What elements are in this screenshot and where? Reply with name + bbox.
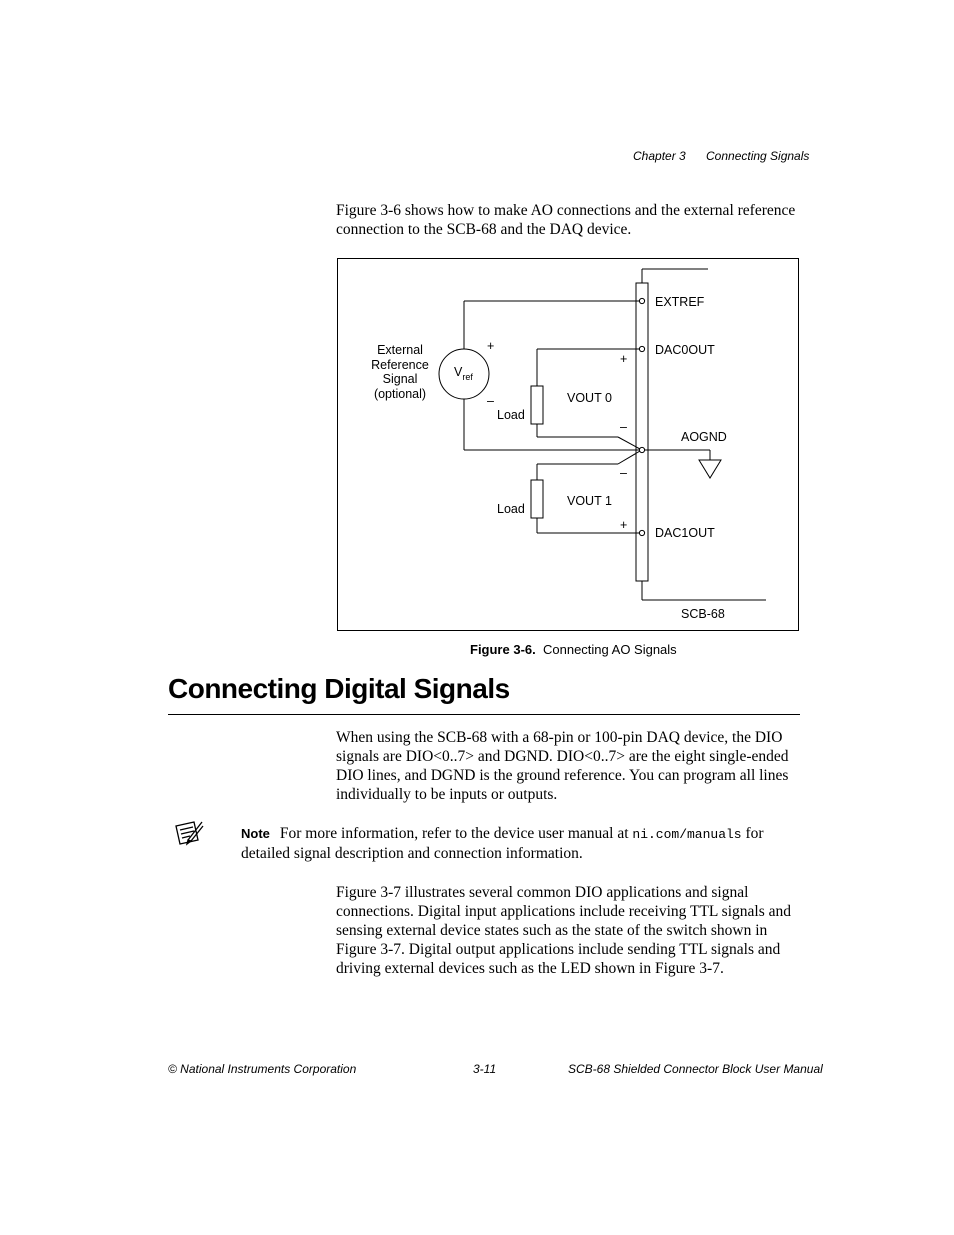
vout0-plus-sign: + xyxy=(620,352,628,366)
dio-paragraph: When using the SCB-68 with a 68-pin or 100-pin DAQ device, the DIO signals are DIO<0..7> and DGND. DIO<0..7> are the eight single-ended DIO lines, and DGND is the ground reference. You can program all lines individually to be inputs or outputs. xyxy=(336,729,789,803)
dac0out-label: DAC0OUT xyxy=(655,343,715,357)
vout0-minus-sign: – xyxy=(620,420,627,434)
load-resistor-top xyxy=(531,386,543,424)
extref-label: EXTREF xyxy=(655,295,705,309)
vref-plus-sign: + xyxy=(487,339,495,353)
vout1-minus-sign: – xyxy=(620,466,627,480)
dac1out-label: DAC1OUT xyxy=(655,526,715,540)
vref-main: V xyxy=(454,365,463,379)
scb68-label: SCB-68 xyxy=(681,607,725,621)
external-ref-label-4: (optional) xyxy=(373,387,427,401)
intro-paragraph: Figure 3-6 shows how to make AO connections and the external reference connection to the SCB-68 and the DAQ device. xyxy=(336,202,796,238)
vref-label xyxy=(454,365,473,382)
ground-symbol xyxy=(699,460,721,478)
terminal-dac0out xyxy=(639,346,644,351)
ao-circuit-svg xyxy=(338,259,800,632)
figure-number: Figure 3-6. xyxy=(470,642,536,657)
aognd-label: AOGND xyxy=(681,430,727,444)
note-text-after: for detailed signal description and connection information. xyxy=(241,825,764,862)
terminal-aognd xyxy=(639,447,644,452)
manuals-link[interactable]: ni.com/manuals xyxy=(632,827,742,842)
dio-applications-paragraph: Figure 3-7 illustrates several common DIO applications and signal connections. Digital input applications include receiving TTL signals and sensing external device states such as the state of the switch shown in Figure 3-7. Digital output applications include sending TTL signals and driving external devices such as the LED shown in Figure 3-7. xyxy=(336,884,791,977)
figure-caption xyxy=(470,642,677,657)
footer-manual-title: SCB-68 Shielded Connector Block User Manual xyxy=(568,1062,823,1076)
figure-title: Connecting AO Signals xyxy=(542,642,677,657)
footer-copyright: © National Instruments Corporation xyxy=(168,1062,357,1076)
load-label-bottom: Load xyxy=(497,502,525,516)
ao-connection-diagram xyxy=(337,258,799,631)
vout1-label: VOUT 1 xyxy=(567,494,612,508)
vout1-plus-sign: + xyxy=(620,518,628,532)
load-label-top: Load xyxy=(497,408,525,422)
terminal-dac1out xyxy=(639,530,644,535)
load-resistor-bottom xyxy=(531,480,543,518)
external-ref-label-1: External xyxy=(377,343,423,357)
section-heading: Connecting Digital Signals xyxy=(168,673,510,704)
vref-minus-sign: – xyxy=(487,394,494,408)
terminal-extref xyxy=(639,298,644,303)
external-ref-label-2: Reference xyxy=(371,358,429,372)
vout0-label: VOUT 0 xyxy=(567,391,612,405)
vref-subscript: ref xyxy=(462,372,473,382)
external-ref-label-3: Signal xyxy=(382,372,418,386)
terminal-strip xyxy=(636,283,648,581)
running-header-chapter: Chapter 3 xyxy=(633,149,686,163)
note-block xyxy=(241,824,811,863)
heading-rule xyxy=(168,714,800,715)
footer-page-number: 3-11 xyxy=(473,1062,497,1076)
note-text-before: For more information, refer to the device user manual at xyxy=(279,825,633,842)
note-label: Note xyxy=(241,826,270,841)
note-pad-pencil-icon xyxy=(174,818,204,846)
running-header-section: Connecting Signals xyxy=(706,149,810,163)
